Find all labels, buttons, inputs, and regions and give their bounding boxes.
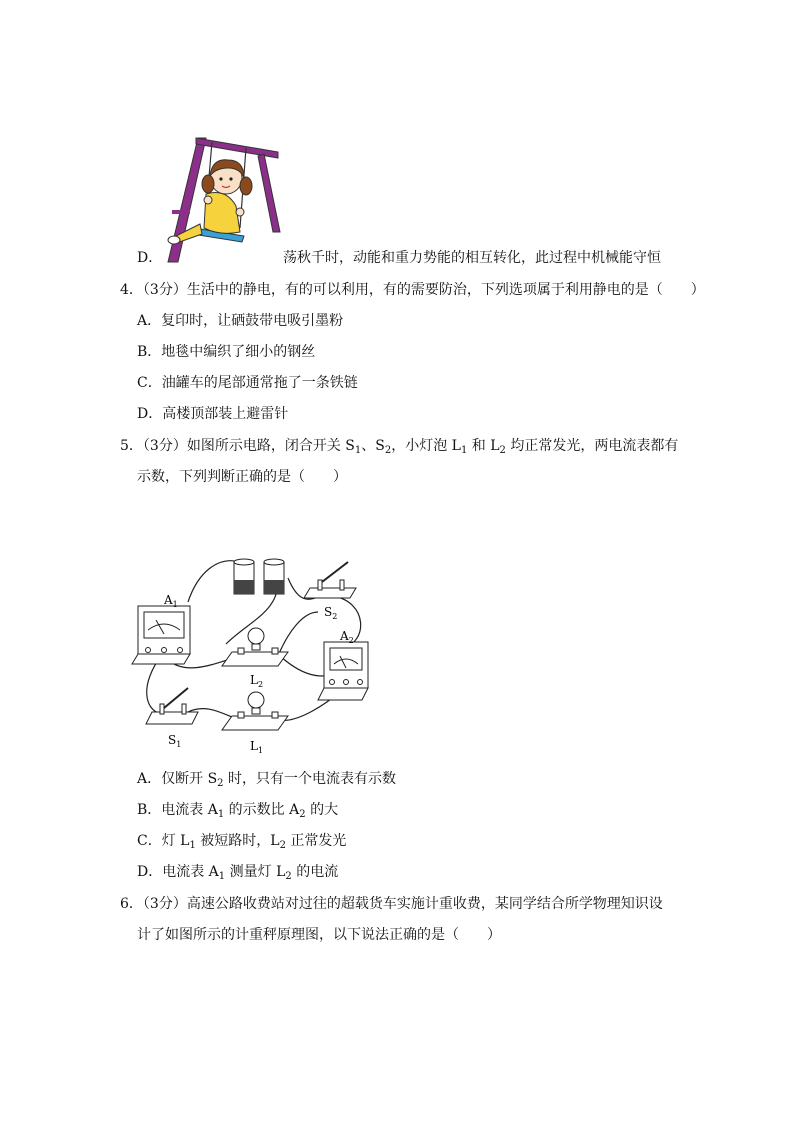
battery-icon (234, 559, 284, 594)
label-l1: $L_1$ (250, 739, 264, 755)
q4-option-d[interactable] (137, 405, 288, 423)
swing-girl-illustration (160, 132, 282, 264)
option-text: 油罐车的尾部通常拖了一条铁链 (161, 375, 358, 391)
q3-option-d-text: 荡秋千时，动能和重力势能的相互转化，此过程中机械能守恒 (283, 250, 661, 266)
q5-stem-line2: 示数，下列判断正确的是（ ） (137, 469, 347, 485)
q6-stem-line2: 计了如图所示的计重秤原理图，以下说法正确的是（ ） (137, 927, 501, 943)
label-a2: $A_2$ (340, 629, 354, 645)
q3-option-d[interactable] (137, 249, 162, 267)
q4-option-b[interactable] (137, 343, 315, 361)
label-s2: $S_2$ (324, 605, 338, 621)
q6-stem-line1: 6．（3分）高速公路收费站对过往的超载货车实施计重收费，某同学结合所学物理知识设 (120, 896, 663, 912)
option-letter: B． (137, 344, 162, 360)
option-text: 高楼顶部装上避雷针 (162, 406, 289, 422)
q5-option-b[interactable]: B．电流表 $A_1$ 的示数比 $A_2$ 的大 (137, 802, 339, 820)
option-letter: C． (137, 375, 162, 391)
label-l2: $L_2$ (250, 673, 264, 689)
label-a1: $A_1$ (164, 593, 178, 609)
ammeter-a2-icon (318, 642, 368, 700)
switch-s1-icon (146, 688, 198, 724)
q5-stem-line1: 5．（3分）如图所示电路，闭合开关 $S_1$、$S_2$，小灯泡 $L_1$ 和 $L_2$ 均正常发光，两电流表都有 (120, 438, 679, 456)
option-text: 地毯中编织了细小的钢丝 (161, 344, 316, 360)
q4-stem: 4．（3分）生活中的静电，有的可以利用，有的需要防治，下列选项属于利用静电的是（ ） (120, 282, 705, 298)
ammeter-a1-icon (132, 606, 190, 664)
option-letter: D． (137, 406, 163, 422)
q4-option-a[interactable] (137, 312, 343, 330)
switch-s2-icon (304, 562, 356, 598)
lamp-l2-icon (222, 628, 288, 666)
option-text: 复印时，让硒鼓带电吸引墨粉 (161, 313, 344, 329)
q5-option-c[interactable]: C．灯 $L_1$ 被短路时，$L_2$ 正常发光 (137, 833, 347, 851)
q5-option-a[interactable]: A．仅断开 $S_2$ 时，只有一个电流表有示数 (137, 771, 396, 789)
label-s1: $S_1$ (168, 733, 182, 749)
option-letter: D． (137, 250, 163, 266)
circuit-diagram (128, 552, 378, 762)
lamp-l1-icon (222, 692, 288, 730)
q5-option-d[interactable]: D．电流表 $A_1$ 测量灯 $L_2$ 的电流 (137, 864, 339, 882)
q4-option-c[interactable] (137, 374, 358, 392)
option-letter: A． (137, 313, 162, 329)
